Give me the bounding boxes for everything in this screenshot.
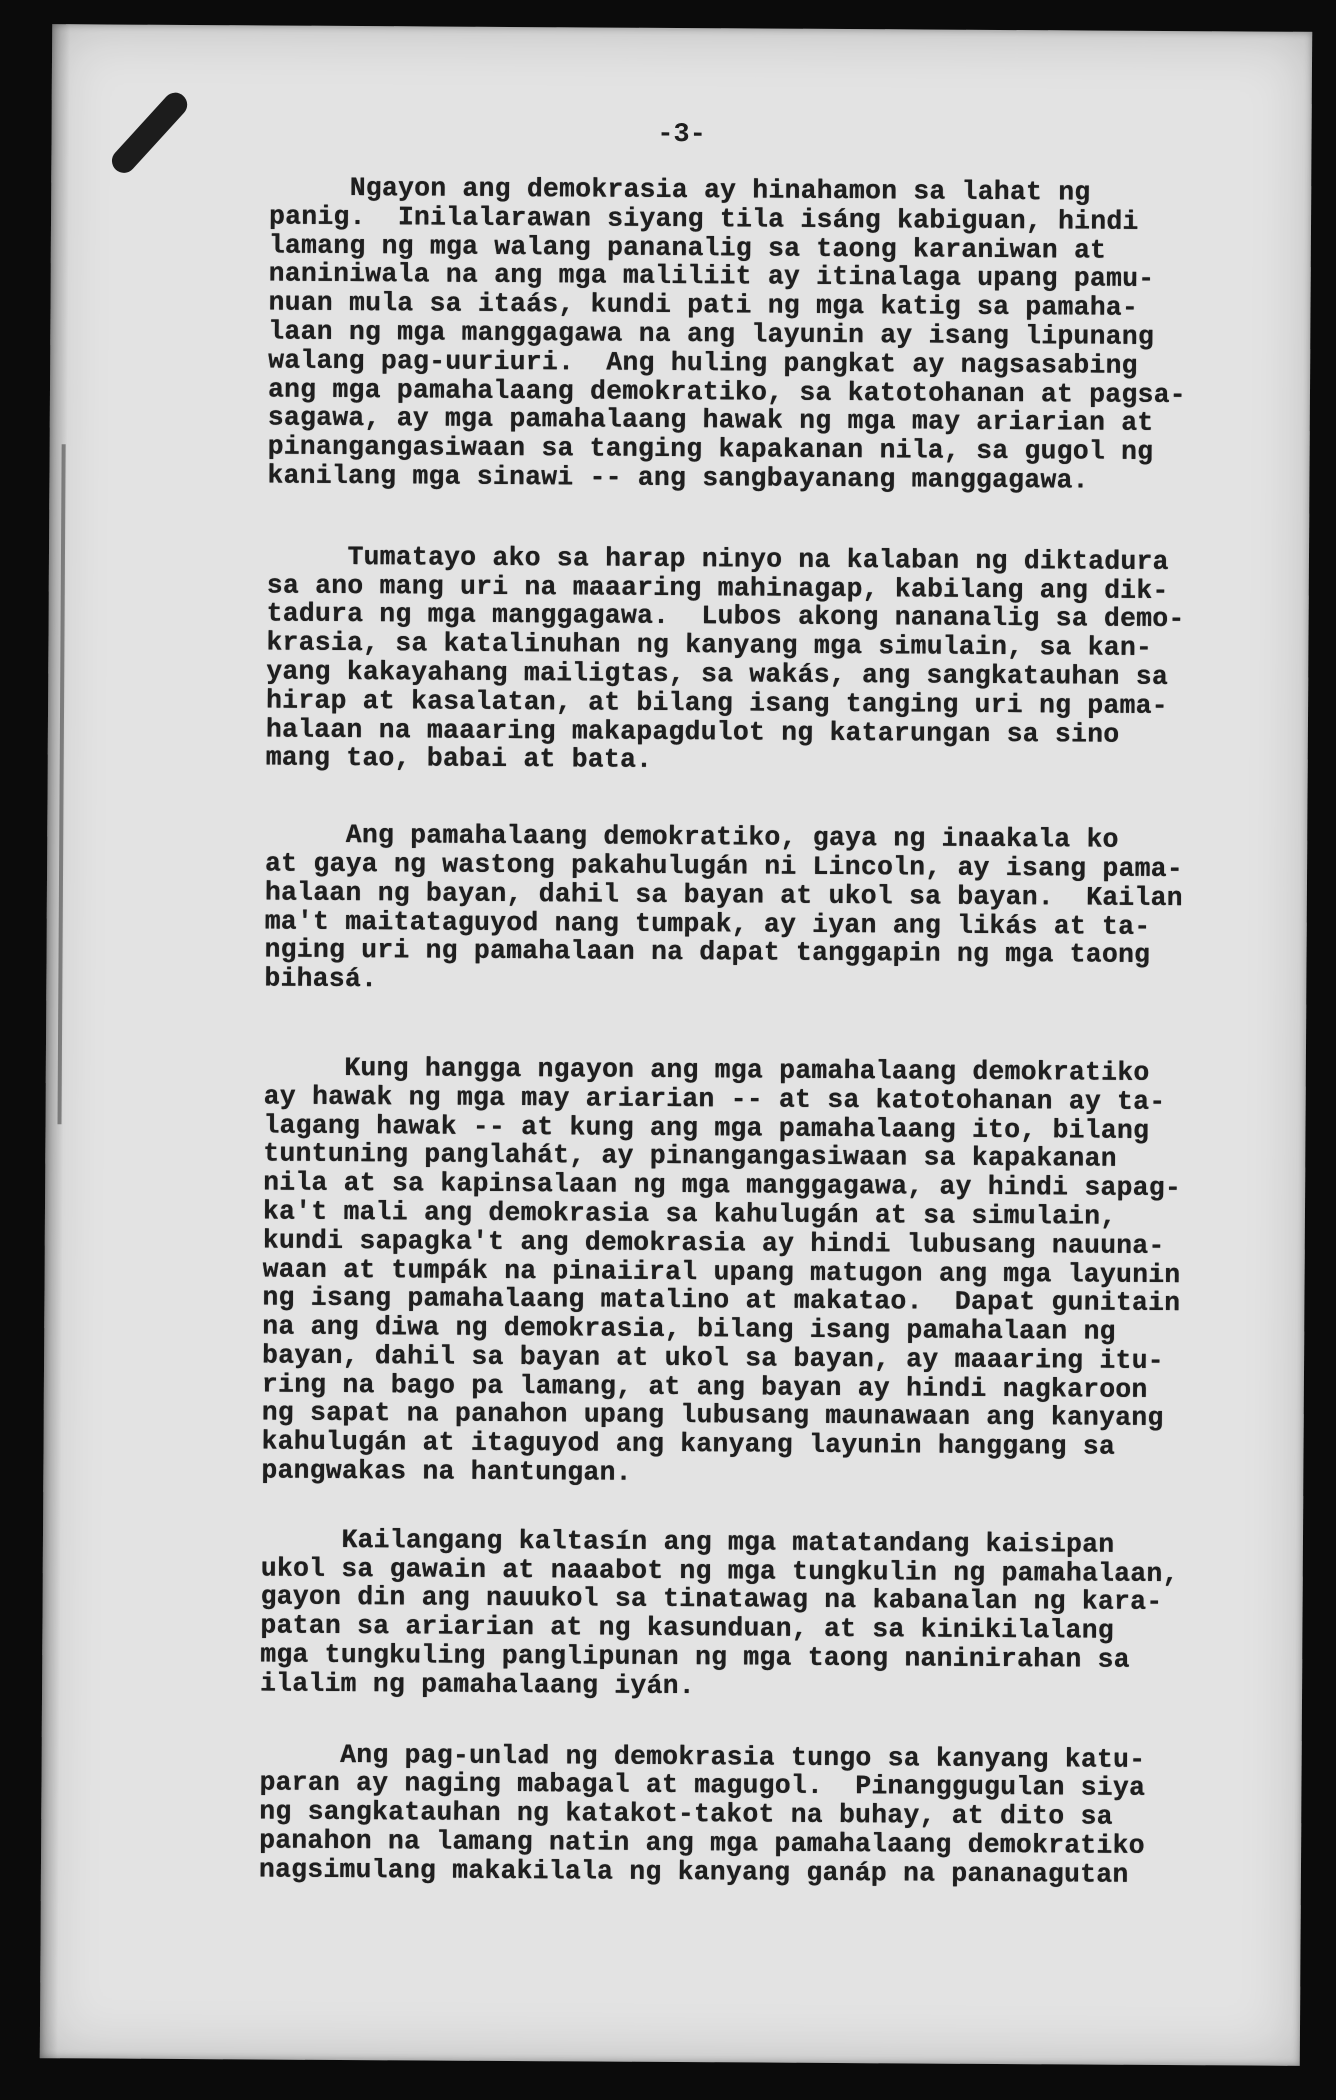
text-line: kahulugán at itaguyod ang kanyang layunin hanggang sa <box>261 1426 1116 1462</box>
text-line: ilalim ng pamahalaang iyán. <box>260 1668 695 1701</box>
text-line: Tumatayo ako sa harap ninyo na kalaban ng diktadura <box>266 541 1169 577</box>
text-line: kundi sapagka't ang demokrasia ay hindi lubusang nauuna- <box>262 1225 1165 1261</box>
text-line: Ang pag-unlad ng demokrasia tungo sa kanyang katu- <box>259 1739 1146 1775</box>
text-line: at gaya ng wastong pakahulugán ni Lincoln, ay isang pama- <box>265 848 1184 885</box>
text-line: Kailangang kaltasín ang mga matatandang kaisipan <box>260 1524 1115 1560</box>
text-line: ring na bago pa lamang, at ang bayan ay hindi nagkaroon <box>261 1369 1148 1405</box>
text-line: lagang hawak -- at kung ang mga pamahalaang ito, bilang <box>263 1109 1150 1146</box>
text-line: ang mga pamahalaang demokratiko, sa katotohanan at pagsa- <box>267 374 1186 410</box>
text-line: laan ng mga manggagawa na ang layunin ay isang lipunang <box>268 316 1155 352</box>
text-line: halaan na maaaring makapagdulot ng katarungan sa sino <box>265 714 1120 750</box>
text-line: naniniwala na ang mga maliliit ay itinalaga upang pamu- <box>268 258 1155 295</box>
text-line: yang kakayahang mailigtas, sa wakás, ang sangkatauhan sa <box>266 656 1169 692</box>
text-line: halaan ng bayan, dahil sa bayan at ukol sa bayan. Kailan <box>264 877 1183 913</box>
text-line: Kung hangga ngayon ang mga pamahalaang demokratiko <box>263 1052 1150 1088</box>
text-line: ma't maitataguyod nang tumpak, ay iyan ang likás at ta- <box>264 906 1151 942</box>
text-line: walang pag-uuriuri. Ang huling pangkat ay nagsasabing <box>268 345 1138 381</box>
text-line: ng sapat na panahon upang lubusang maunawaan ang kanyang <box>261 1397 1164 1434</box>
text-line: nila at sa kapinsalaan ng mga manggagawa, ay hindi sapag- <box>263 1167 1182 1204</box>
paragraph-1 <box>267 173 1229 496</box>
text-line: pangwakas na hantungan. <box>261 1455 632 1488</box>
text-line: mang tao, babai at bata. <box>265 742 653 776</box>
text-line: Ngayon ang demokrasia ay hinahamon sa lahat ng <box>269 172 1091 208</box>
text-line: Ang pamahalaang demokratiko, gaya ng inaakala ko <box>265 819 1119 855</box>
text-line: krasia, sa katalinuhan ng kanyang mga simulain, sa kan- <box>266 627 1153 664</box>
text-line: tuntuning panglahát, ay pinangangasiwaan sa kapakanan <box>263 1138 1117 1175</box>
page-number: -3- <box>657 119 706 151</box>
paragraph-6 <box>259 1740 1220 1890</box>
text-line: bayan, dahil sa bayan at ukol sa bayan, ay maaaring itu- <box>262 1340 1164 1376</box>
text-line: ka't mali ang demokrasia sa kahulugán at sa simulain, <box>262 1196 1117 1232</box>
text-line: tadura ng mga manggagawa. Lubos akong nananalig sa demo- <box>266 598 1185 635</box>
paragraph-3 <box>264 821 1225 1000</box>
document-body <box>259 173 1230 1941</box>
paragraph-5 <box>260 1525 1221 1704</box>
text-line: gayon din ang nauukol sa tinatawag na kabanalan ng kara- <box>260 1581 1163 1618</box>
text-line: panig. Inilalarawan siyang tila isáng kabiguan, hindi <box>268 201 1139 237</box>
text-line: panahon na lamang natin ang mga pamahalaang demokratiko <box>259 1825 1145 1861</box>
paragraph-2 <box>266 542 1227 778</box>
text-line: waan at tumpák na pinaiiral upang matugon ang mga layunin <box>262 1253 1181 1290</box>
text-line: nuan mula sa itaás, kundi pati ng mga katig sa pamaha- <box>268 287 1139 323</box>
text-line: ng sangkatauhan ng katakot-takot na buhay, at dito sa <box>259 1796 1113 1832</box>
text-line: kanilang mga sinawi -- ang sangbayanang manggagawa. <box>267 460 1089 496</box>
text-line: ukol sa gawain at naaabot ng mga tungkulin ng pamahalaan, <box>260 1553 1179 1589</box>
text-line: paran ay naging mabagal at magugol. Pinanggugulan siya <box>259 1767 1146 1804</box>
text-line: sa ano mang uri na maaaring mahinagap, kabilang ang dik- <box>266 570 1169 606</box>
text-line: ay hawak ng mga may ariarian -- at sa katotohanan ay ta- <box>263 1081 1166 1117</box>
text-line: ng isang pamahalaang matalino at makatao. Dapat gunitain <box>262 1282 1181 1319</box>
typewritten-page <box>40 24 1312 2066</box>
text-line: mga tungkuling panglipunan ng mga taong naninirahan sa <box>260 1639 1130 1675</box>
page-edge-shadow <box>40 24 70 2058</box>
paragraph-4 <box>261 1053 1224 1491</box>
text-line: na ang diwa ng demokrasia, bilang isang pamahalaan ng <box>262 1311 1116 1347</box>
text-line: hirap at kasalatan, at bilang isang tanging uri ng pama- <box>266 685 1168 721</box>
text-line: lamang ng mga walang pananalig sa taong karaniwan at <box>268 230 1107 266</box>
text-line: pinangangasiwaan sa tanging kapakanan nila, sa gugol ng <box>267 431 1154 468</box>
text-line: bihasá. <box>264 963 378 995</box>
text-line: nagsimulang makakilala ng kanyang ganáp na pananagutan <box>258 1854 1129 1890</box>
text-line: sagawa, ay mga pamahalaang hawak ng mga may ariarian at <box>267 402 1154 439</box>
text-line: patan sa ariarian at ng kasunduan, at sa kinikilalang <box>260 1610 1114 1646</box>
text-line: nging uri ng pamahalaan na dapat tanggapin ng mga taong <box>264 934 1151 971</box>
